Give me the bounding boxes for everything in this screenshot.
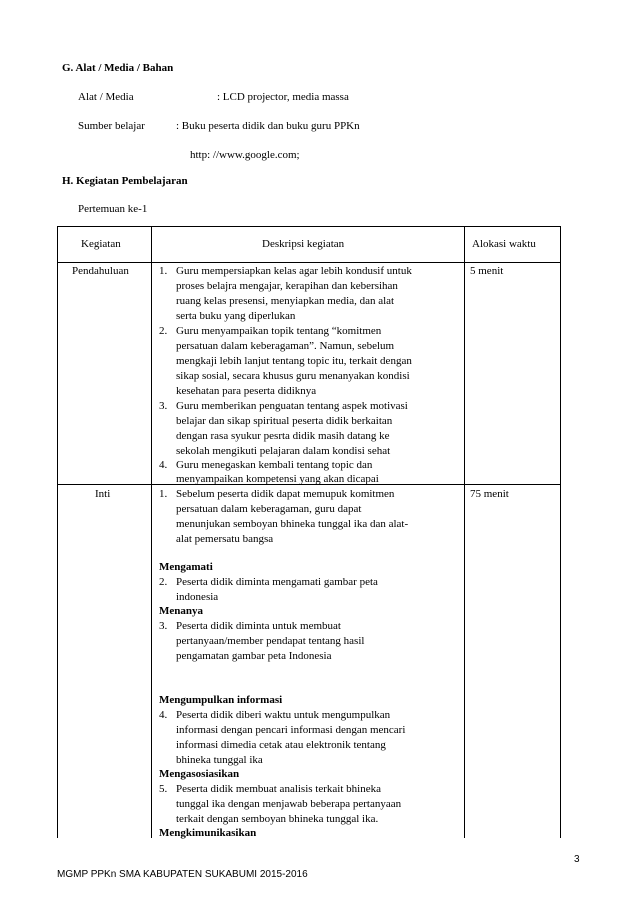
table-border-left — [57, 226, 58, 838]
item-line: Peserta didik diberi waktu untuk mengumpulkan — [176, 709, 391, 721]
item-line: proses belajra mengajar, kerapihan dan kebersihan — [176, 280, 398, 292]
item-line: persatuan dalam keberagaman”. Namun, sebelum — [176, 340, 395, 352]
page-number: 3 — [574, 854, 580, 865]
table-col-divider-2 — [464, 226, 465, 838]
item-number: 4. — [159, 709, 168, 721]
item-line: serta buku yang diperlukan — [176, 310, 296, 322]
header-deskripsi: Deskripsi kegiatan — [262, 238, 345, 250]
item-line: informasi dimedia cetak atau elektronik tentang — [176, 739, 386, 751]
item-line: dengan rasa syukur pesrta didik masih datang ke — [176, 430, 390, 442]
item-line: Guru mempersiapkan kelas agar lebih kondusif untuk — [176, 265, 412, 277]
item-line: Guru memberikan penguatan tentang aspek motivasi — [176, 400, 408, 412]
item-line: Guru menegaskan kembali tentang topic dan — [176, 459, 373, 471]
table-border-top — [57, 226, 561, 227]
item-line: menunjukan semboyan bhineka tunggal ika dan alat- — [176, 518, 409, 530]
stage-heading-mengamati: Mengamati — [159, 561, 213, 573]
item-line: Sebelum peserta didik dapat memupuk komitmen — [176, 488, 395, 500]
item-line: persatuan dalam keberagaman, guru dapat — [176, 503, 362, 515]
row-pendahuluan-label: Pendahuluan — [72, 265, 129, 277]
item-number: 2. — [159, 576, 168, 588]
header-kegiatan: Kegiatan — [81, 238, 121, 250]
item-line: Peserta didik membuat analisis terkait bhineka — [176, 783, 381, 795]
header-alokasi: Alokasi waktu — [472, 238, 536, 250]
pertemuan-label: Pertemuan ke-1 — [78, 203, 148, 215]
section-h-title: H. Kegiatan Pembelajaran — [62, 175, 188, 187]
item-line: Guru menyampaikan topik tentang “komitmen — [176, 325, 382, 337]
item-number: 3. — [159, 620, 168, 632]
item-number: 5. — [159, 783, 168, 795]
stage-heading-menanya: Menanya — [159, 605, 203, 617]
stage-heading-mengumpulkan: Mengumpulkan informasi — [159, 694, 283, 706]
item-line: pengamatan gambar peta Indonesia — [176, 650, 332, 662]
item-line: Peserta didik diminta mengamati gambar peta — [176, 576, 378, 588]
item-line: pertanyaan/member pendapat tentang hasil — [176, 635, 365, 647]
item-number: 1. — [159, 488, 168, 500]
item-line: ruang kelas presensi, menyiapkan media, dan alat — [176, 295, 395, 307]
alat-value: : LCD projector, media massa — [217, 91, 349, 103]
item-line: kesehatan para peserta didiknya — [176, 385, 317, 397]
sumber-url: http: //www.google.com; — [190, 149, 300, 161]
item-line: sikap sosial, secara khusus guru menanyakan kondisi — [176, 370, 410, 382]
item-line: menyampaikan kompetensi yang akan dicapai — [176, 473, 379, 485]
stage-heading-mengasosiasikan: Mengasosiasikan — [159, 768, 240, 780]
item-line: terkait dengan semboyan bhineka tunggal ika. — [176, 813, 379, 825]
table-header-divider — [57, 262, 561, 263]
item-line: tunggal ika dengan menjawab beberapa pertanyaan — [176, 798, 402, 810]
item-line: Peserta didik diminta untuk membuat — [176, 620, 341, 632]
table-col-divider-1 — [151, 226, 152, 838]
sumber-value: : Buku peserta didik dan buku guru PPKn — [176, 120, 360, 132]
item-number: 3. — [159, 400, 168, 412]
sumber-label: Sumber belajar — [78, 120, 145, 132]
item-number: 1. — [159, 265, 168, 277]
item-line: sekolah mengikuti pelajaran dalam kondisi sehat — [176, 445, 391, 457]
stage-heading-mengkomunikasikan: Mengkimunikasikan — [159, 827, 257, 839]
section-g-title: G. Alat / Media / Bahan — [62, 62, 174, 74]
table-border-right — [560, 226, 561, 838]
item-line: bhineka tunggal ika — [176, 754, 263, 766]
item-line: indonesia — [176, 591, 219, 603]
item-line: alat pemersatu bangsa — [176, 533, 274, 545]
alat-label: Alat / Media — [78, 91, 134, 103]
item-number: 2. — [159, 325, 168, 337]
item-line: belajar dan sikap spiritual peserta didik berkaitan — [176, 415, 393, 427]
item-number: 4. — [159, 459, 168, 471]
row-inti-label: Inti — [95, 488, 111, 500]
row-inti-time: 75 menit — [470, 488, 509, 500]
item-line: mengkaji lebih lanjut tentang topic itu, terkait dengan — [176, 355, 412, 367]
page-footer: MGMP PPKn SMA KABUPATEN SUKABUMI 2015-2016 — [57, 869, 308, 880]
row-pendahuluan-time: 5 menit — [470, 265, 504, 277]
item-line: informasi dengan pencari informasi dengan mencari — [176, 724, 406, 736]
